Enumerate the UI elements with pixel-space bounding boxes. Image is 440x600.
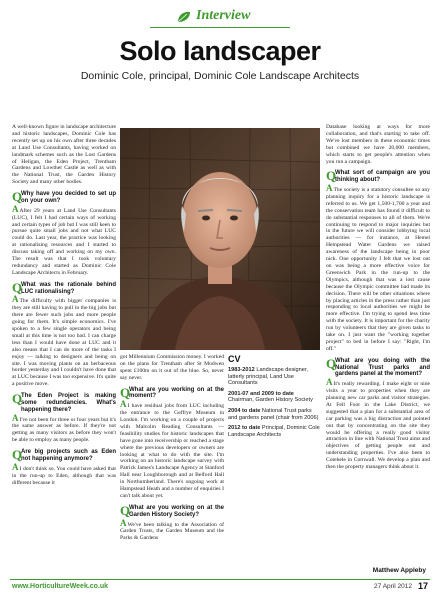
answer-paragraph: got Millennium Commission money. I worked on the plans for Trentham after St Modwen spent £100m on it out of the blue. So, never say never. [120, 354, 224, 381]
answer-paragraph: AWe've been talking to the Association of Garden Trusts, the Garden Museum and the Parks & Gardens [120, 517, 224, 542]
q-mark: Q [326, 168, 337, 184]
q-mark: Q [12, 189, 23, 205]
q-mark: Q [12, 447, 23, 463]
question-heading: Q What are you working on at the Garden History Society? [120, 502, 224, 518]
kicker-divider [150, 27, 290, 28]
question-heading: Q The Eden Project is making some redundancies. What's happening there? [12, 391, 116, 413]
cv-item: 2001-07 and 2009 to date Chairman, Garden History Society [228, 390, 313, 404]
question-heading: Q Are big projects such as Eden not happening anymore? [12, 447, 116, 463]
answer-paragraph: AThe difficulty with bigger companies is they are still having to pull in the big jobs but there are fewer such jobs and more people going for them. It's simple economics. I've spoken to a few single operators and being small at this time is not too bad. I can charge less than I would have done at LUC and it also means that I can do more of the tasks I enjoy — talking to designers and being on site. I was moving plants on an herbaceous border yesterday and I couldn't have done that at LUC because I was too expensive. It's quite a positive move. [12, 294, 116, 388]
page-number: 17 [417, 581, 428, 591]
question-heading: Q What are you doing with the National Trust parks and gardens panel at the moment? [326, 355, 430, 378]
column-3 [326, 124, 430, 473]
leaf-icon [176, 10, 192, 24]
q-mark: Q [120, 384, 131, 400]
answer-paragraph: AI've not been for three or four years but it's the same answer as before. If they're not getting as many visitors as before they won't be able to employ as many people. [12, 412, 116, 444]
question-heading: Q Why have you decided to set up on your own? [12, 189, 116, 205]
answer-paragraph: AIt's really rewarding. I make eight or nine visits a year to properties when they are planning new car parks and visitor strategies. At Fell Foot in the Lake District, we suggested that a plan for a substantial area of car parking was a big distraction and pointed out that by concentrating on the site they would be offering a really good visitor attraction in line with National Trust aims and objectives of getting people out and understanding properties. I've also been to Cotehele in Cornwall. We develop a plan and then the property managers think about it. [326, 377, 430, 471]
intro-paragraph: A well-known figure in landscape architecture and historic landscapes, Dominic Cole has recently set up on his own after three decades at Land Use Consultants, having worked on landmark schemes such as the Lost Gardens of Heligan, the Eden Project, Trentham Gardens and Lowther Castle as well as with the National Trust, the Garden History Society and many other bodies. [12, 124, 116, 186]
cv-item: 2012 to date Principal, Dominic Cole Landscape Architects [228, 425, 320, 438]
footer-date: 27 April 2012 [374, 583, 412, 590]
footer-divider [10, 579, 430, 580]
question-heading: Q What are you working on at the moment? [120, 384, 224, 400]
portrait-photo [120, 128, 320, 350]
cv-item: 1983-2012 Landscape designer, latterly principal, Land Use Consultants [228, 367, 308, 387]
portrait-image [120, 128, 320, 350]
footer-url: www.HorticultureWeek.co.uk [12, 583, 109, 590]
cv-title: CV [228, 354, 241, 364]
answer-paragraph: AI have residual jobs from LUC including the entrance to the Geffrye Museum in London. I'm working on a couple of projects with Malcolm Reading Consultants — feasibility studies for historic landscapes that have gone into receivership or reached a stage where the previous developers or owners are looking at what to do with the site. I'm working on an historic landscape survey with Patrick James's Landscape Agency at Stanford Hall near Loughborough and at Belford Hall in Northumberland. There's ongoing work at Hampstead Heath and a number of enquiries I can't talk about yet. [120, 399, 224, 499]
q-mark: Q [12, 391, 23, 407]
question-heading: Q What was the rationale behind LUC rationalising? [12, 279, 116, 295]
headline: Solo landscaper [119, 36, 321, 66]
question-heading: Q What sort of campaign are you thinking about? [326, 168, 430, 184]
answer-paragraph: AAfter 29 years at Land Use Consultants (LUC), I felt I had certain ways of working and certain types of job but I was still keen to pursue quite small jobs and not what LUC could do. Last year, the practice was looking at rationalising resources and I started to discuss taking off and working on my own. The result was that I took voluntary redundancy and started as Dominic Cole Landscape Architects in February. [12, 203, 116, 276]
cv-box [228, 354, 320, 442]
cv-item: 2004 to date National Trust parks and gardens panel (chair from 2006) [228, 407, 319, 421]
q-mark: Q [120, 502, 131, 518]
q-mark: Q [12, 279, 23, 295]
byline: Matthew Appleby [372, 567, 426, 574]
q-mark: Q [326, 355, 337, 371]
column-1 [12, 124, 116, 489]
standfirst: Dominic Cole, principal, Dominic Cole Landscape Architects [80, 70, 360, 82]
answer-paragraph: Database looking at ways for more collaboration, and that's starting to take off. We've lost members in these economic times but combined we have 20,000 members, which starts to get people's attention when you run a campaign. [326, 124, 430, 165]
section-kicker: Interview [196, 8, 251, 23]
column-2 [120, 354, 224, 544]
answer-paragraph: AThe society is a statutory consultee so any planning inquiry for a historic landscape is referred to us. We get 1,500-1,700 a year and the conservation team has found it difficult to do substantial responses to all of them. We're continuing to respond to major inquiries but in the future we will consider lobbying local authorities — for instance, at Hemel Hempstead Water Gardens we raised awareness of the landscape being in poor nick. One opportunity I felt that we lost out on was being a more effective voice for Greenwich Park in the run-up to the Olympics, although that was a lost cause because the Olympic committee had made its decision. There will be other situations where by placing articles in the press rather than just responding to local authorities we might be more effective. I'm trying to spend less time with the society. It is important for the charity run by volunteers that they are given tasks to take on. I just want the "working together project" to bed in before I say: "Right, I'm off." [326, 183, 430, 352]
answer-paragraph: AI don't think so. You could have asked that in the run-up to Eden, although that was different because it [12, 461, 116, 486]
